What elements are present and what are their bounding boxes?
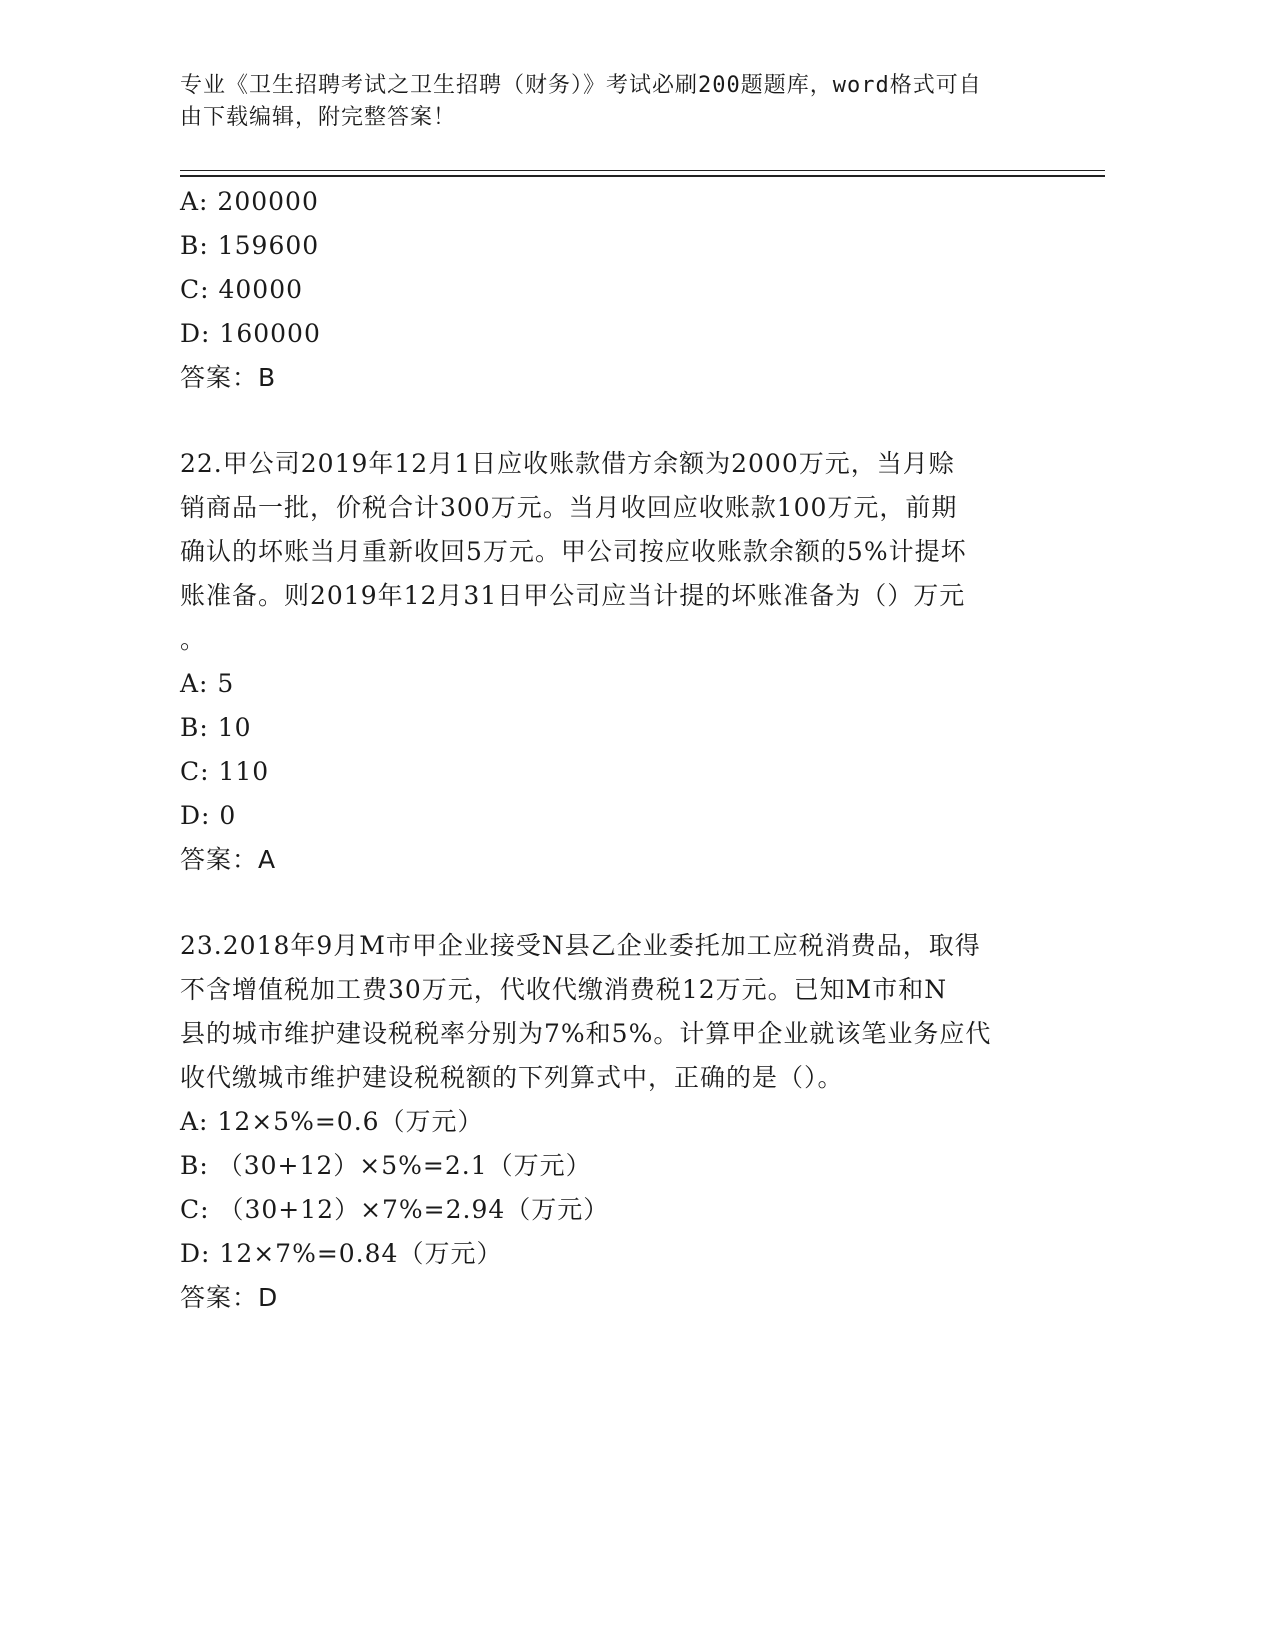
option-c: C: （30+12）×7%=2.94（万元） (180, 1195, 610, 1224)
option-b: B: 159600 (180, 231, 320, 260)
answer-line: 答案：D (180, 1283, 279, 1312)
option-d: D: 0 (180, 801, 237, 830)
option-a: A: 12×5%=0.6（万元） (180, 1107, 484, 1136)
answer-line: 答案：B (180, 363, 277, 392)
option-a: A: 200000 (180, 187, 319, 216)
question-text-line: 销商品一批，价税合计300万元。当月收回应收账款100万元，前期 (180, 493, 958, 522)
spacer (180, 400, 1040, 442)
spacer (180, 882, 1040, 924)
question-text-line: 不含增值税加工费30万元，代收代缴消费税12万元。已知M市和N (180, 975, 948, 1004)
option-a: A: 5 (180, 669, 235, 698)
question-21 (180, 180, 1040, 400)
header-line-1: 专业《卫生招聘考试之卫生招聘（财务）》考试必刷200题题库，word格式可自 (180, 73, 982, 98)
document-header (180, 70, 1040, 134)
header-rule-thin (180, 170, 1105, 171)
question-text-line: 确认的坏账当月重新收回5万元。甲公司按应收账款余额的5%计提坏 (180, 537, 967, 566)
question-text-line: 22.甲公司2019年12月1日应收账款借方余额为2000万元，当月赊 (180, 449, 955, 478)
option-d: D: 160000 (180, 319, 321, 348)
question-text-line: 账准备。则2019年12月31日甲公司应当计提的坏账准备为（）万元 (180, 581, 966, 610)
option-b: B: （30+12）×5%=2.1（万元） (180, 1151, 592, 1180)
option-c: C: 40000 (180, 275, 304, 304)
document-body (180, 180, 1040, 1320)
option-b: B: 10 (180, 713, 252, 742)
option-c: C: 110 (180, 757, 270, 786)
option-d: D: 12×7%=0.84（万元） (180, 1239, 503, 1268)
question-text-line: 县的城市维护建设税税率分别为7%和5%。计算甲企业就该笔业务应代 (180, 1019, 992, 1048)
header-rule-thick (180, 175, 1105, 177)
answer-line: 答案：A (180, 845, 277, 874)
question-text-line: 收代缴城市维护建设税税额的下列算式中，正确的是（）。 (180, 1063, 844, 1092)
question-text-line: 23.2018年9月M市甲企业接受N县乙企业委托加工应税消费品，取得 (180, 931, 981, 960)
question-22 (180, 442, 1040, 882)
header-line-2: 由下载编辑，附完整答案！ (180, 105, 457, 130)
question-text-line: 。 (180, 625, 207, 654)
question-23 (180, 924, 1040, 1320)
